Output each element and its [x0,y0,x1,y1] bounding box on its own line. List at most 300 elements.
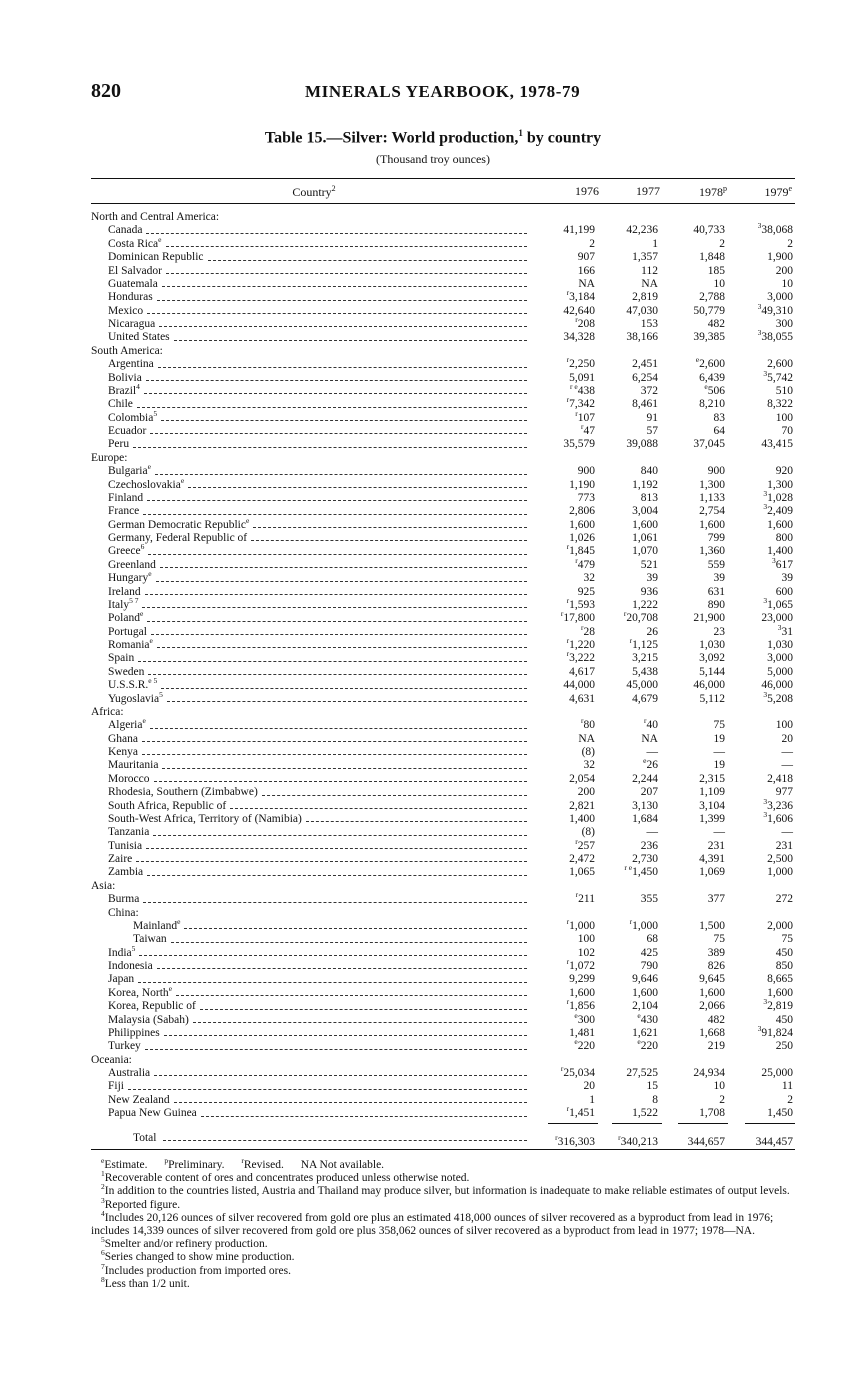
cell-1977 [592,1000,658,1013]
row-label-text: Canada [108,224,143,237]
cell-1978 [659,693,725,706]
cell-value: 2,821 [569,799,595,812]
cell-1977 [592,693,658,706]
row-label-text: South America: [91,344,163,357]
cell-value: 1,600 [767,986,793,999]
cell-1979 [727,810,793,826]
cell-mark: r [629,636,633,646]
row-label-text: Colombia [108,411,154,424]
cell-1979 [727,278,793,291]
row-label [108,382,140,398]
cell-value: 1,065 [569,866,595,879]
table-row [91,422,795,438]
cell-1979 [727,502,793,518]
row-label [108,689,163,706]
cell-mark: r [575,836,578,846]
cell-value: 20,708 [626,612,658,625]
cell-1977 [592,331,658,344]
cell-1977 [592,438,658,451]
table-row [91,555,795,572]
cell-1978 [659,438,725,451]
cell-value: 479 [577,558,595,571]
cell-1978 [659,1080,725,1093]
cell-1979 [727,586,793,599]
row-label-text: Fiji [108,1080,124,1093]
row-label-text: France [108,505,140,518]
cell-1976 [529,759,595,772]
cell-value: 26 [646,759,658,772]
cell-value: 32 [583,759,595,772]
total-rule-1976 [548,1123,598,1124]
cell-value: 2,754 [699,505,725,518]
leader-dots [162,768,527,769]
row-label [133,917,181,933]
cell-value: 773 [577,491,595,504]
cell-1977 [592,893,658,906]
cell-value: 39 [781,572,793,585]
row-label-text: Morocco [108,772,150,785]
table-row [91,288,795,304]
cell-value: 26 [646,625,658,638]
cell-value: 231 [707,839,725,852]
cell-1978 [659,224,725,237]
cell-value: 44,000 [563,679,595,692]
cell-value: 389 [707,946,725,959]
cell-1976 [529,238,595,251]
cell-mark: 3 [763,368,768,378]
cell-1978 [659,291,725,304]
row-label-text: Kenya [108,746,139,758]
cell-mark: e [637,1010,641,1020]
cell-value: 890 [707,598,725,611]
cell-value: 57 [646,425,658,437]
row-label [108,515,250,532]
cell-1976 [529,408,595,425]
cell-1978 [659,826,725,839]
cell-1978 [659,746,725,759]
footnote-text: Smelter and/or refinery production. [104,1238,268,1251]
cell-1976 [529,331,595,344]
cell-1979 [727,689,793,706]
row-label [108,666,144,679]
leader-dots [230,808,527,809]
cell-1977 [592,425,658,438]
legend-preliminary [164,1156,225,1171]
footnote-mark: 8 [101,1275,105,1284]
cell-value: 450 [775,1013,793,1026]
row-label-text: Guatemala [108,277,158,290]
row-label [108,224,142,237]
cell-mark: r [644,716,647,726]
cell-value: 10 [781,277,793,290]
cell-value: — [713,826,725,839]
cell-value: 1,848 [699,251,725,264]
cell-1976 [529,622,595,639]
row-label [108,840,142,853]
row-label [108,358,154,371]
leader-dots [136,861,527,862]
cell-value: 1,450 [632,866,658,879]
cell-1977 [592,265,658,278]
cell-value: 936 [640,585,658,598]
leader-dots [146,380,527,381]
table-body [91,211,795,1121]
cell-value: 2,451 [632,358,658,371]
cell-value: 80 [583,719,595,732]
table-row [91,826,795,839]
cell-value: 3,104 [699,799,725,812]
row-label-text: German Democratic Republic [108,518,246,531]
leader-dots [142,741,527,742]
table-row [91,368,795,385]
cell-1976 [529,305,595,318]
legend-not-available-text: NA Not available. [300,1159,385,1171]
row-label [108,1080,124,1093]
row-label-text: Mexico [108,304,144,317]
cell-value: 1,856 [569,1000,595,1013]
cell-mark: r [581,422,584,432]
cell-1978 [659,331,725,344]
page-number: 820 [91,80,121,102]
row-label-text: Tanzania [108,826,150,839]
cell-value: 15 [646,1080,658,1093]
cell-value: (8) [581,826,595,839]
row-label [108,542,145,558]
cell-1978 [659,572,725,585]
cell-value: 1,600 [632,518,658,531]
leader-dots [184,928,527,929]
table-row [91,1104,795,1120]
cell-1979 [727,1024,793,1040]
cell-1979 [727,997,793,1013]
table-row [91,933,795,946]
cell-1977 [592,973,658,986]
cell-value: 91 [646,411,658,424]
table-row [91,1010,795,1027]
cell-mark: r [575,408,578,418]
table-row [91,890,795,906]
cell-value: 1,357 [632,251,658,264]
cell-value: 1,109 [699,786,725,799]
cell-value: 100 [775,411,793,424]
cell-value: 112 [641,264,658,277]
cell-value: 3,004 [632,505,658,518]
row-label-footnote-mark: 5 [159,689,163,699]
cell-1976 [529,465,595,478]
cell-1978 [659,305,725,318]
cell-1979 [727,358,793,371]
cell-value: 272 [775,893,793,906]
cell-1976 [529,853,595,866]
cell-1977 [592,1094,658,1107]
cell-value: 1,600 [699,986,725,999]
cell-mark: e [704,382,708,392]
footnote-mark: 3 [101,1195,105,1205]
cell-1979 [727,489,793,505]
cell-value: 790 [640,960,658,972]
table-row [91,408,795,425]
cell-mark: r [566,957,570,967]
cell-value: 1,668 [699,1026,725,1039]
leader-dots [162,286,527,287]
cell-1979 [727,679,793,692]
cell-value: 631 [707,585,725,598]
cell-mark: 3 [763,997,768,1007]
cell-mark: r [629,917,633,927]
cell-1977 [592,358,658,371]
leader-dots [147,500,527,501]
cell-value: 7,342 [569,398,595,411]
cell-value: 24,934 [693,1067,725,1079]
cell-value: 38,068 [761,224,793,237]
cell-1979 [727,519,793,532]
total-1978-value: 344,657 [687,1135,725,1148]
cell-value: 1,072 [569,960,595,972]
cell-value: 521 [640,558,658,571]
cell-1978 [659,1094,725,1107]
footnote-mark: 6 [101,1248,105,1258]
table-row [91,355,795,371]
leader-dots [159,326,527,327]
cell-1976 [529,555,595,572]
cell-1976 [529,355,595,371]
leader-dots [174,1102,527,1103]
table-row [91,853,795,866]
footnote-mark: 5 [101,1235,105,1245]
cell-1979 [727,385,793,398]
cell-value: 1,069 [699,866,725,879]
table-row [91,917,795,933]
cell-value: 2,819 [632,291,658,304]
cell-value: 3,000 [767,652,793,665]
row-label [108,1067,150,1080]
header-country-footnote-mark: 2 [331,184,336,193]
row-label-text: New Zealand [108,1093,170,1106]
leader-dots [188,487,527,488]
cell-mark: e [574,1010,578,1020]
leader-dots [262,795,527,796]
cell-1978 [659,1107,725,1120]
cell-1978 [659,545,725,558]
cell-value: 1,600 [569,518,595,531]
cell-1977 [592,505,658,518]
cell-1976 [529,532,595,545]
footnote-8 [91,1275,795,1291]
total-1976 [529,1131,595,1149]
row-label [108,596,139,612]
row-label [108,866,143,879]
cell-1976 [529,666,595,679]
cell-1978 [659,679,725,692]
table-subtitle: (Thousand troy ounces) [376,152,490,166]
cell-1976 [529,866,595,879]
leader-dots [142,607,527,608]
cell-1976 [529,890,595,906]
leader-dots [164,1035,527,1036]
row-label [108,492,143,505]
cell-mark: r [566,649,570,659]
row-label-footnote-mark: 6 [140,542,145,552]
table-row [91,983,795,1000]
region-heading [91,907,795,920]
cell-1977 [592,652,658,665]
cell-1979 [727,987,793,1000]
cell-mark: r [566,395,570,405]
header-country [91,184,537,200]
table-row [91,666,795,679]
cell-1977 [592,947,658,960]
row-label-text: Czechoslovakia [108,478,181,491]
cell-value: 2,500 [767,853,793,865]
row-label-text: Europe: [91,451,128,464]
row-label-text: Tunisia [108,839,143,852]
cell-1977 [592,412,658,425]
row-label [108,786,258,799]
cell-1976 [529,224,595,237]
cell-value: 438 [577,384,595,397]
cell-value: 850 [775,960,793,972]
leader-dots [147,621,527,622]
cell-mark: r [566,355,570,365]
table-row [91,997,795,1013]
row-label-text: United States [108,331,170,344]
cell-value: 2,054 [569,772,595,785]
row-label-text: Finland [108,491,144,504]
cell-1977 [592,519,658,532]
cell-value: 19 [713,759,725,772]
row-label [108,652,134,665]
legend-not-available [301,1159,384,1171]
table-row [91,689,795,706]
cell-1977 [592,666,658,679]
row-label [91,211,219,224]
legend-preliminary-mark: p [164,1156,169,1166]
cell-value: 4,631 [569,692,595,705]
cell-1976 [529,679,595,692]
footnote-3 [91,1195,795,1212]
cell-value: 2,104 [632,1000,658,1013]
cell-value: 5,438 [632,665,658,678]
row-label [108,907,139,920]
cell-1979 [727,425,793,438]
header-1978-text: 1978 [699,185,723,199]
cell-value: 3,236 [767,799,793,812]
region-heading [91,1054,795,1067]
table-row [91,1064,795,1080]
row-label-text: Argentina [108,358,154,371]
cell-value: 6,439 [699,371,725,384]
cell-value: 2,600 [699,358,725,371]
table-row [91,542,795,558]
leader-dots [157,647,527,648]
row-label-text: Poland [108,612,140,625]
row-label [91,706,124,719]
cell-value: 35,579 [563,438,595,451]
cell-value: 32 [583,572,595,585]
cell-1978 [659,853,725,866]
cell-value: 4,617 [569,665,595,678]
cell-1978 [659,773,725,786]
cell-value: 1,065 [767,598,793,611]
cell-mark: 3 [763,689,768,699]
table-row [91,786,795,799]
cell-1979 [727,639,793,652]
cell-mark: e [695,355,700,365]
cell-value: 1,000 [767,866,793,879]
total-rule-1979 [745,1123,795,1124]
table-row [91,716,795,732]
leader-dots [208,260,527,261]
cell-value: 3,092 [699,652,725,665]
cell-1979 [727,826,793,839]
cell-1978 [659,933,725,946]
row-label-text: Yugoslavia [108,692,160,705]
leader-dots [145,1049,527,1050]
cell-value: — [646,746,658,758]
cell-value: 50,779 [693,304,725,317]
cell-value: 840 [640,465,658,478]
cell-1979 [727,960,793,973]
cell-value: 1,070 [632,545,658,558]
cell-1976 [529,382,595,398]
cell-1979 [727,1080,793,1093]
row-label-text: Germany, Federal Republic of [108,532,248,544]
legend-estimate-mark: e [101,1156,105,1166]
row-label-text: South Africa, Republic of [108,799,227,812]
row-label [108,813,302,826]
cell-value: 75 [713,933,725,946]
cell-1977 [592,372,658,385]
cell-1977 [592,586,658,599]
cell-1978 [659,866,725,879]
table-row [91,746,795,759]
cell-value: 75 [713,719,725,732]
row-label [108,505,139,518]
cell-1977 [592,1037,658,1053]
cell-1979 [727,465,793,478]
row-label-text: Romania [108,639,150,651]
cell-1979 [727,479,793,492]
cell-value: 1,125 [632,639,658,651]
cell-value: 200 [577,786,595,799]
cell-value: 19 [713,732,725,745]
row-label-footnote-mark: e [245,515,250,525]
leader-dots [157,300,527,301]
cell-value: 9,299 [569,973,595,986]
cell-value: 925 [577,585,595,598]
cell-1977 [592,679,658,692]
cell-value: 25,000 [761,1067,793,1079]
leader-dots [193,1022,527,1023]
leader-dots [145,594,527,595]
cell-1978 [659,559,725,572]
cell-value: NA [578,277,595,290]
row-label [108,265,162,278]
cell-mark: r [566,997,570,1007]
cell-1979 [727,973,793,986]
cell-value: 5,208 [767,692,793,705]
table-row [91,1080,795,1093]
leader-dots [154,1075,527,1076]
cell-1976 [529,1027,595,1040]
cell-value: 300 [577,1013,595,1026]
row-label-text: Honduras [108,291,153,304]
region-heading [91,211,795,224]
cell-value: 70 [781,425,793,437]
leader-dots [138,982,527,983]
cell-1977 [592,933,658,946]
cell-1978 [659,251,725,264]
